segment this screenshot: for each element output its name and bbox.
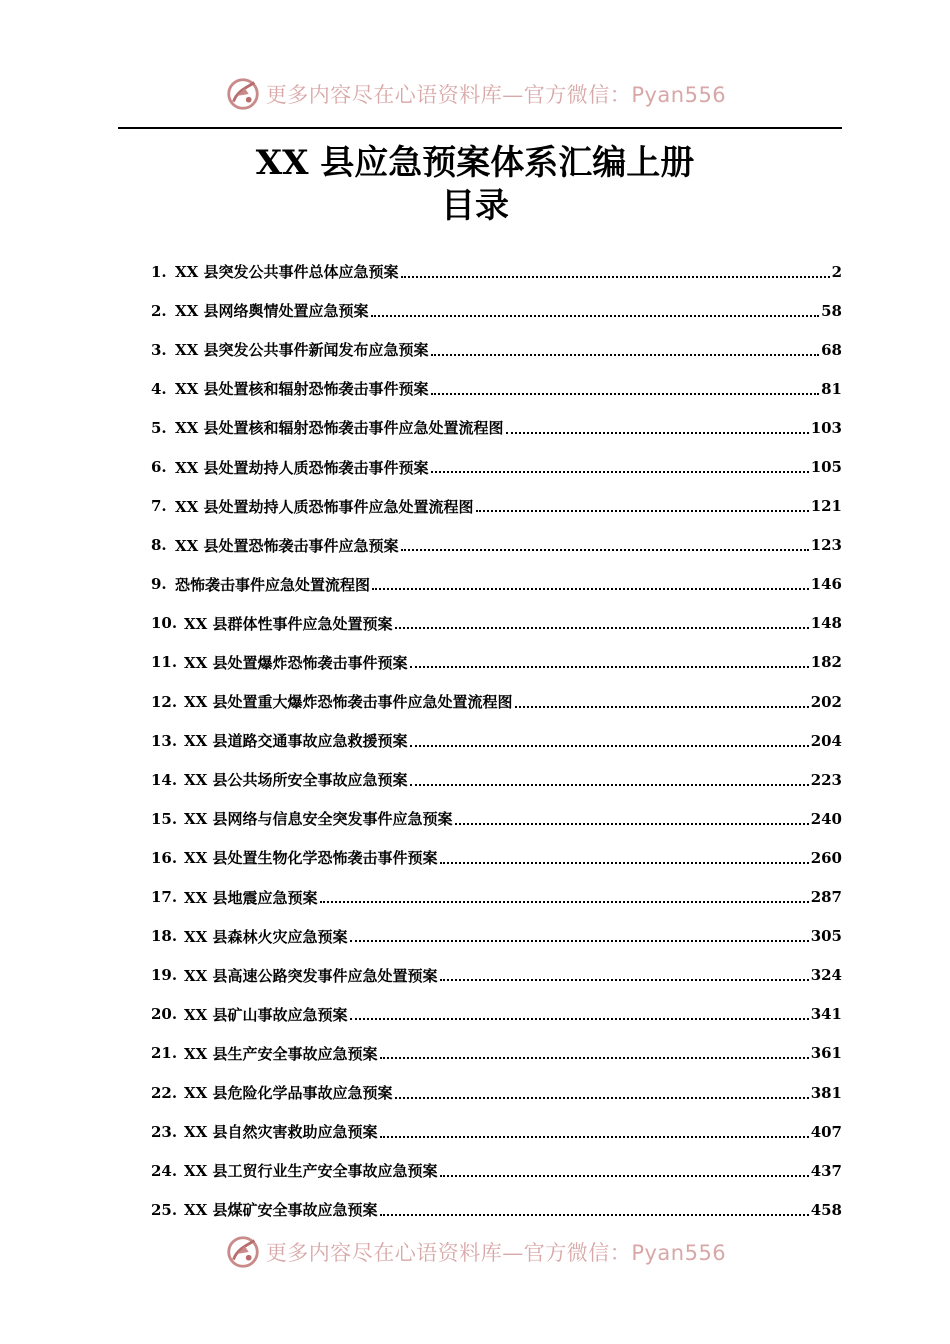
watermark-wechat-id: Pyan556 xyxy=(631,1241,727,1265)
toc-dot-leader xyxy=(440,979,809,981)
toc-entry-title: XX 县群体性事件应急处置预案 xyxy=(184,614,393,633)
toc-entry[interactable] xyxy=(151,1034,842,1073)
toc-entry-page: 204 xyxy=(810,731,842,750)
toc-dot-leader xyxy=(401,276,830,278)
toc-entry[interactable] xyxy=(151,526,842,565)
toc-entry-title: XX 县突发公共事件总体应急预案 xyxy=(175,263,399,282)
toc-entry[interactable] xyxy=(151,1190,842,1229)
toc-entry-title: XX 县生产安全事故应急预案 xyxy=(184,1044,378,1063)
toc-entry-number: 25. xyxy=(151,1200,178,1219)
toc-entry-number: 4. xyxy=(151,379,167,398)
toc-entry-page: 105 xyxy=(810,458,842,477)
document-subtitle: 目录 xyxy=(441,186,509,226)
toc-entry-page: 68 xyxy=(821,340,842,359)
toc-entry[interactable] xyxy=(151,917,842,956)
toc-entry-number: 7. xyxy=(151,497,167,516)
toc-entry-title: XX 县矿山事故应急预案 xyxy=(184,1005,348,1024)
toc-dot-leader xyxy=(410,666,809,668)
watermark-text: 更多内容尽在心语资料库—官方微信： xyxy=(265,1241,632,1265)
toc-entry-page: 305 xyxy=(810,927,842,946)
toc-entry-number: 14. xyxy=(151,770,178,789)
toc-dot-leader xyxy=(320,901,809,903)
toc-entry-title: XX 县网络与信息安全突发事件应急预案 xyxy=(184,810,453,829)
toc-entry-page: 260 xyxy=(810,848,842,867)
toc-entry-page: 437 xyxy=(810,1161,842,1180)
toc-entry-title: XX 县道路交通事故应急救援预案 xyxy=(184,732,408,751)
toc-entry[interactable] xyxy=(151,760,842,799)
toc-entry-page: 341 xyxy=(810,1005,842,1024)
toc-entry[interactable] xyxy=(151,1112,842,1151)
toc-entry-page: 381 xyxy=(810,1083,842,1102)
toc-entry-title: XX 县公共场所安全事故应急预案 xyxy=(184,771,408,790)
toc-entry-page: 182 xyxy=(810,653,842,672)
toc-entry-number: 12. xyxy=(151,692,178,711)
toc-entry-title: XX 县煤矿安全事故应急预案 xyxy=(184,1201,378,1220)
toc-entry-title: XX 县处置生物化学恐怖袭击事件预案 xyxy=(184,849,438,868)
toc-dot-leader xyxy=(350,1018,809,1020)
toc-entry-title: XX 县处置重大爆炸恐怖袭击事件应急处置流程图 xyxy=(184,693,513,712)
toc-dot-leader xyxy=(410,745,809,747)
toc-entry[interactable] xyxy=(151,447,842,486)
toc-entry-title: XX 县危险化学品事故应急预案 xyxy=(184,1084,393,1103)
toc-dot-leader xyxy=(410,784,809,786)
toc-dot-leader xyxy=(476,510,809,512)
toc-entry-number: 5. xyxy=(151,418,167,437)
toc-entry[interactable] xyxy=(151,838,842,877)
toc-entry[interactable] xyxy=(151,252,842,291)
toc-entry-page: 58 xyxy=(821,301,842,320)
toc-entry-page: 81 xyxy=(821,379,842,398)
toc-entry-number: 15. xyxy=(151,809,178,828)
toc-dot-leader xyxy=(372,588,809,590)
toc-entry-page: 361 xyxy=(810,1044,842,1063)
toc-entry[interactable] xyxy=(151,408,842,447)
brand-logo-icon xyxy=(224,1233,262,1271)
toc-entry-number: 8. xyxy=(151,536,167,555)
toc-entry-number: 19. xyxy=(151,966,178,985)
toc-entry-page: 123 xyxy=(810,536,842,555)
toc-entry-page: 240 xyxy=(810,809,842,828)
table-of-contents xyxy=(151,252,842,1229)
toc-entry-number: 17. xyxy=(151,888,178,907)
toc-dot-leader xyxy=(380,1214,809,1216)
toc-dot-leader xyxy=(431,393,820,395)
toc-dot-leader xyxy=(440,1175,809,1177)
toc-entry-number: 1. xyxy=(151,262,167,281)
toc-dot-leader xyxy=(401,549,809,551)
toc-entry-page: 458 xyxy=(810,1200,842,1219)
toc-entry-title: XX 县处置核和辐射恐怖袭击事件应急处置流程图 xyxy=(175,419,504,438)
toc-entry-number: 9. xyxy=(151,575,167,594)
toc-entry-number: 6. xyxy=(151,458,167,477)
toc-entry[interactable] xyxy=(151,721,842,760)
toc-entry-title: XX 县处置恐怖袭击事件应急预案 xyxy=(175,536,399,555)
document-title: XX 县应急预案体系汇编上册 xyxy=(255,143,695,183)
toc-entry-page: 146 xyxy=(810,575,842,594)
toc-entry-title: XX 县森林火灾应急预案 xyxy=(184,927,348,946)
toc-dot-leader xyxy=(455,823,809,825)
toc-entry-title: XX 县高速公路突发事件应急处置预案 xyxy=(184,966,438,985)
watermark-wechat-id: Pyan556 xyxy=(631,83,727,107)
toc-entry-page: 223 xyxy=(810,770,842,789)
toc-entry[interactable] xyxy=(151,995,842,1034)
toc-entry[interactable] xyxy=(151,565,842,604)
footer-watermark xyxy=(0,1232,950,1272)
toc-entry-page: 202 xyxy=(810,692,842,711)
brand-logo-icon xyxy=(224,75,262,113)
toc-dot-leader xyxy=(506,432,809,434)
toc-entry[interactable] xyxy=(151,1073,842,1112)
toc-dot-leader xyxy=(371,315,820,317)
toc-entry[interactable] xyxy=(151,799,842,838)
toc-entry-title: 恐怖袭击事件应急处置流程图 xyxy=(175,575,371,594)
toc-dot-leader xyxy=(380,1136,809,1138)
toc-dot-leader xyxy=(350,940,809,942)
toc-entry-page: 407 xyxy=(810,1122,842,1141)
toc-entry-page: 121 xyxy=(810,497,842,516)
toc-dot-leader xyxy=(380,1057,809,1059)
toc-entry-title: XX 县处置劫持人质恐怖事件应急处置流程图 xyxy=(175,497,474,516)
toc-entry[interactable] xyxy=(151,643,842,682)
toc-entry[interactable] xyxy=(151,682,842,721)
toc-entry-title: XX 县处置劫持人质恐怖袭击事件预案 xyxy=(175,458,429,477)
toc-entry-title: XX 县突发公共事件新闻发布应急预案 xyxy=(175,341,429,360)
toc-entry-title: XX 县处置核和辐射恐怖袭击事件预案 xyxy=(175,380,429,399)
toc-dot-leader xyxy=(395,627,809,629)
toc-entry-number: 24. xyxy=(151,1161,178,1180)
toc-entry-number: 10. xyxy=(151,614,178,633)
header-watermark xyxy=(0,74,950,114)
toc-entry-title: XX 县工贸行业生产安全事故应急预案 xyxy=(184,1162,438,1181)
toc-dot-leader xyxy=(431,354,820,356)
toc-entry-number: 18. xyxy=(151,927,178,946)
toc-entry-number: 13. xyxy=(151,731,178,750)
toc-entry-page: 2 xyxy=(831,262,842,281)
toc-dot-leader xyxy=(431,471,809,473)
header-divider xyxy=(118,127,842,129)
toc-entry-number: 22. xyxy=(151,1083,178,1102)
toc-dot-leader xyxy=(395,1097,809,1099)
toc-entry-page: 287 xyxy=(810,888,842,907)
toc-entry-page: 148 xyxy=(810,614,842,633)
toc-entry-number: 21. xyxy=(151,1044,178,1063)
toc-entry[interactable] xyxy=(151,878,842,917)
toc-entry-number: 23. xyxy=(151,1122,178,1141)
toc-entry[interactable] xyxy=(151,330,842,369)
toc-entry[interactable] xyxy=(151,291,842,330)
toc-entry-page: 103 xyxy=(810,418,842,437)
watermark-text: 更多内容尽在心语资料库—官方微信： xyxy=(265,83,632,107)
toc-entry-title: XX 县处置爆炸恐怖袭击事件预案 xyxy=(184,653,408,672)
toc-entry-title: XX 县网络舆情处置应急预案 xyxy=(175,302,369,321)
toc-entry-number: 20. xyxy=(151,1005,178,1024)
toc-dot-leader xyxy=(515,706,809,708)
toc-entry-number: 16. xyxy=(151,848,178,867)
toc-entry-number: 3. xyxy=(151,340,167,359)
toc-entry[interactable] xyxy=(151,604,842,643)
toc-entry-number: 11. xyxy=(151,653,178,672)
toc-entry[interactable] xyxy=(151,369,842,408)
toc-dot-leader xyxy=(440,862,809,864)
toc-entry[interactable] xyxy=(151,956,842,995)
toc-entry-number: 2. xyxy=(151,301,167,320)
toc-entry-page: 324 xyxy=(810,966,842,985)
toc-entry[interactable] xyxy=(151,487,842,526)
toc-entry-title: XX 县自然灾害救助应急预案 xyxy=(184,1123,378,1142)
toc-entry-title: XX 县地震应急预案 xyxy=(184,888,318,907)
toc-entry[interactable] xyxy=(151,1151,842,1190)
